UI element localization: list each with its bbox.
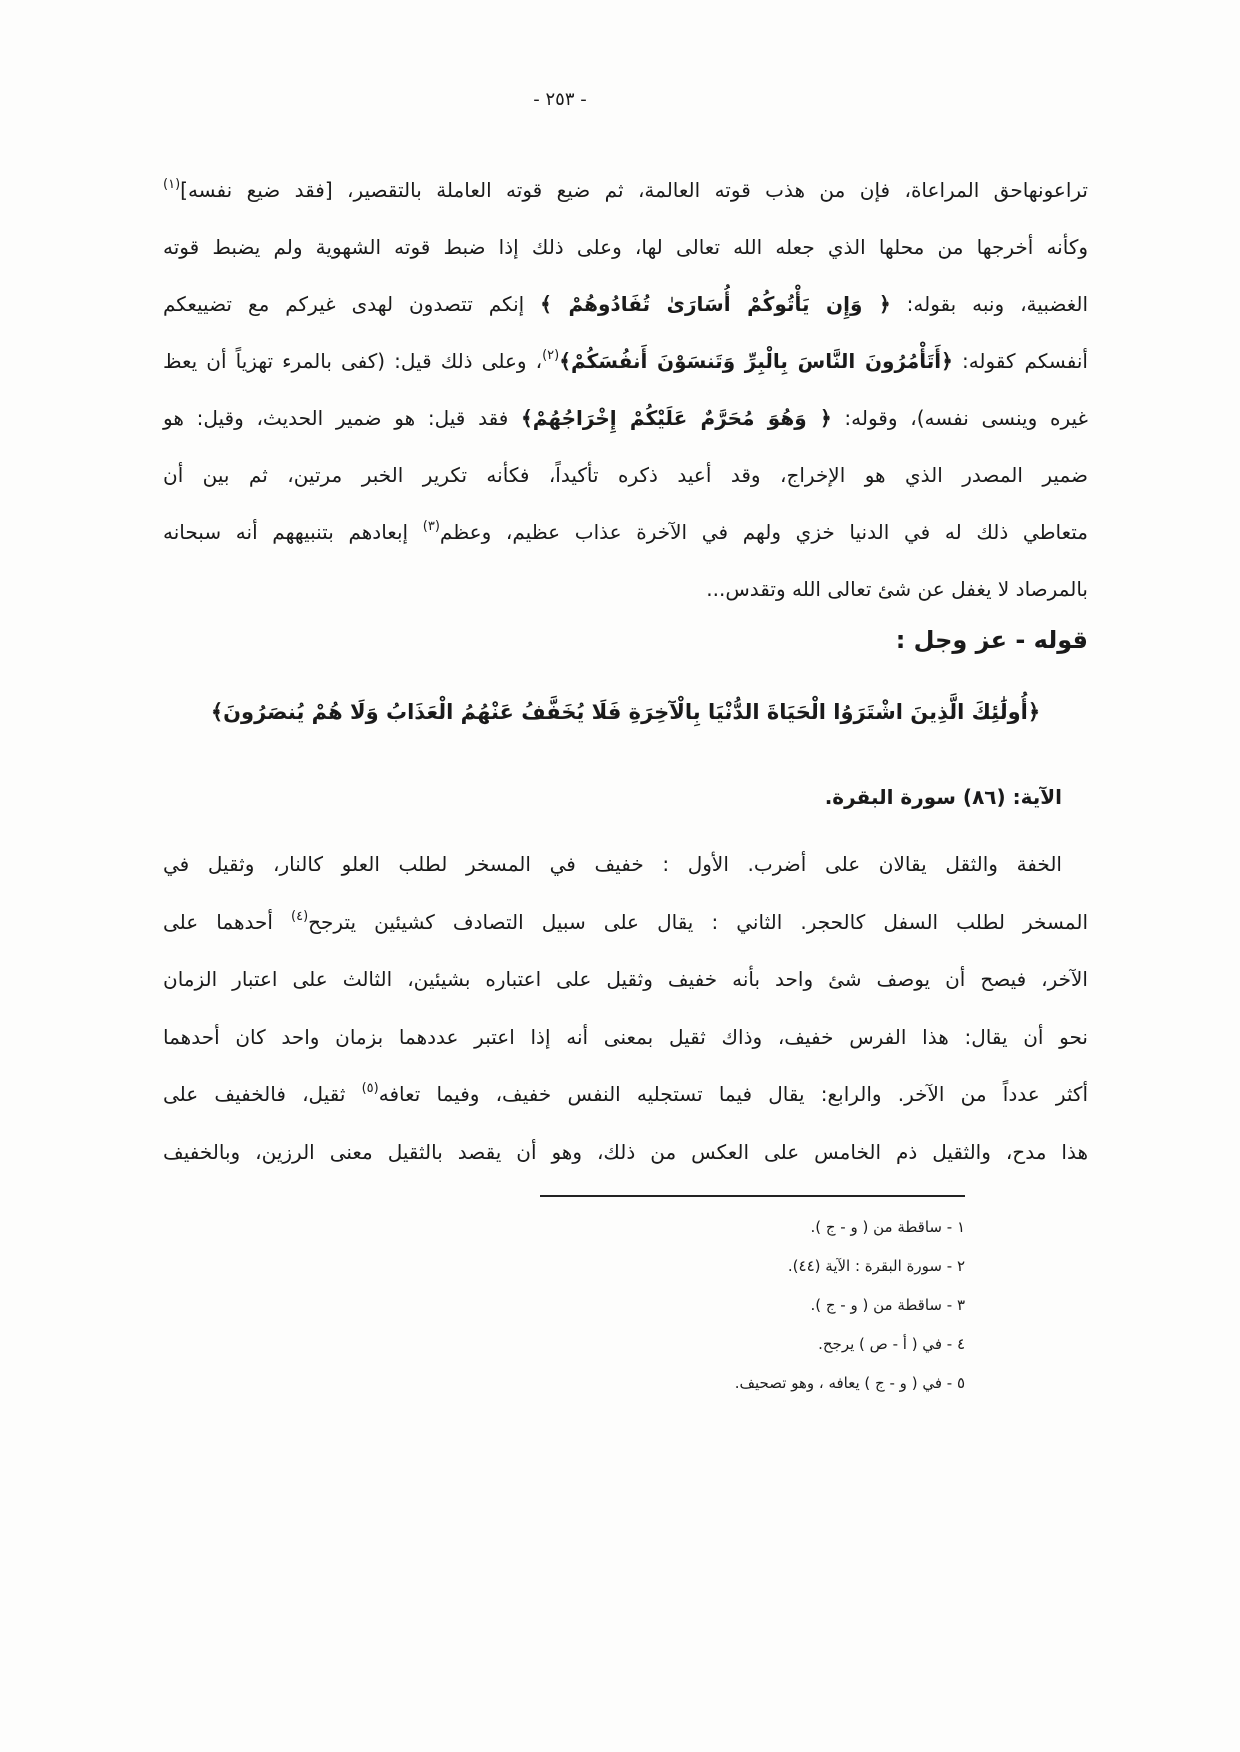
line-text: الغضبية، ونبه بقوله: [890,292,1088,316]
section-heading: قوله - عز وجل : [895,626,1088,654]
footnote-marker: (٥) [361,1081,379,1096]
line-text: هذا مدح، والثقيل ذم الخامس على العكس من ذلك، وهو أن يقصد بالثقيل معنى الرزين، وبالخفيف [163,1139,1088,1164]
line-text: ، وعلى ذلك قيل: (كفى بالمرء تهزياً أن يعظ [163,349,543,373]
line-text: أحدهما على [163,909,291,934]
line-text: غيره وينسى نفسه)، وقوله: [831,406,1088,430]
footnote-separator [540,1195,965,1197]
paragraph-line [163,894,1088,952]
paragraph-line [163,390,1088,447]
line-text: ثقيل، فالخفيف على [163,1082,362,1106]
main-quran-verse: ﴿أُولَٰئِكَ الَّذِينَ اشْتَرَوُا الْحَيَاةَ الدُّنْيَا بِالْآخِرَةِ فَلَا يُخَفَّفُ عَنْهُمُ الْعَذَابُ وَلَا هُمْ يُنصَرُونَ﴾ [210,700,1041,724]
paragraph-line [163,447,1088,504]
paragraph-line [163,504,1088,561]
footnote-marker: (٤) [291,908,309,924]
footnote: ٣ - ساقطة من ( و - ج ). [810,1296,965,1314]
paragraph-2 [163,836,1088,1181]
line-text: أكثر عدداً من الآخر. والرابع: يقال فيما تستجليه النفس خفيف، وفيما تعافه [378,1082,1088,1106]
line-text: إبعادهم بتنبيههم أنه سبحانه [163,520,423,544]
paragraph-line [163,333,1088,390]
footnote-marker: (٢) [542,348,560,363]
footnote: ١ - ساقطة من ( و - ج ). [810,1218,965,1236]
verse-reference: الآية: (٨٦) سورة البقرة. [824,785,1062,809]
paragraph-line [163,1124,1088,1182]
line-text: إنكم تتصدون لهدى غيركم مع تضييعكم [163,292,541,316]
line-text: نحو أن يقال: هذا الفرس خفيف، وذاك ثقيل بمعنى أنه إذا اعتبر عددهما بزمان واحد كان أحدهما [163,1024,1088,1049]
quran-verse: ﴿ وَإِن يَأْتُوكُمْ أُسَارَىٰ تُفَادُوهُمْ ﴾ [540,292,891,316]
paragraph-line [163,951,1088,1009]
line-text: تراعونهاحق المراعاة، فإن من هذب قوته العالمة، ثم ضيع قوته العاملة بالتقصير، [فقد ضيع نفسه] [180,178,1088,202]
footnote-marker: (٣) [422,519,440,534]
line-text: ضمير المصدر الذي هو الإخراج، وقد أعيد ذكره تأكيداً، فكأنه تكرير الخبر مرتين، ثم بين أن [163,463,1088,487]
paragraph-line [163,276,1088,333]
line-text: الخفة والثقل يقالان على أضرب. الأول : خفيف في المسخر لطلب العلو كالنار، وثقيل في [163,852,1062,876]
paragraph-line [163,219,1088,276]
page-number: - ٢٥٣ - [533,89,587,110]
paragraph-line [163,1066,1088,1124]
line-text: متعاطي ذلك له في الدنيا خزي ولهم في الآخرة عذاب عظيم، وعظم [439,520,1088,544]
footnote: ٥ - في ( و - ج ) يعافه ، وهو تصحيف. [734,1374,965,1392]
line-text: بالمرصاد لا يغفل عن شئ تعالى الله وتقدس... [706,577,1088,601]
quran-verse: ﴿ وَهُوَ مُحَرَّمٌ عَلَيْكُمْ إِخْرَاجُهُمْ﴾ [521,406,832,430]
paragraph-line [163,162,1088,219]
line-text: وكأنه أخرجها من محلها الذي جعله الله تعالى لها، وعلى ذلك إذا ضبط قوته الشهوية ولم يضبط قوته [163,235,1088,259]
paragraph-line [163,836,1088,894]
line-text: فقد قيل: هو ضمير الحديث، وقيل: هو [163,406,521,430]
paragraph-1 [163,162,1088,618]
line-text: المسخر لطلب السفل كالحجر. الثاني : يقال على سبيل التصادف كشيئين يترجح [308,909,1089,934]
footnotes [545,1208,965,1403]
footnote: ٤ - في ( أ - ص ) يرجح. [818,1335,965,1353]
line-text: الآخر، فيصح أن يوصف شئ واحد بأنه خفيف وثقيل على اعتباره بشيئين، الثالث على اعتبار الزمان [163,967,1088,991]
line-text: أنفسكم كقوله: [952,349,1088,373]
paragraph-line [163,561,1088,618]
footnote: ٢ - سورة البقرة : الآية (٤٤). [787,1257,965,1275]
paragraph-line [163,1009,1088,1067]
quran-verse: ﴿أَتَأْمُرُونَ النَّاسَ بِالْبِرِّ وَتَنسَوْنَ أَنفُسَكُمْ﴾ [559,349,953,373]
footnote-marker: (١) [163,177,181,192]
